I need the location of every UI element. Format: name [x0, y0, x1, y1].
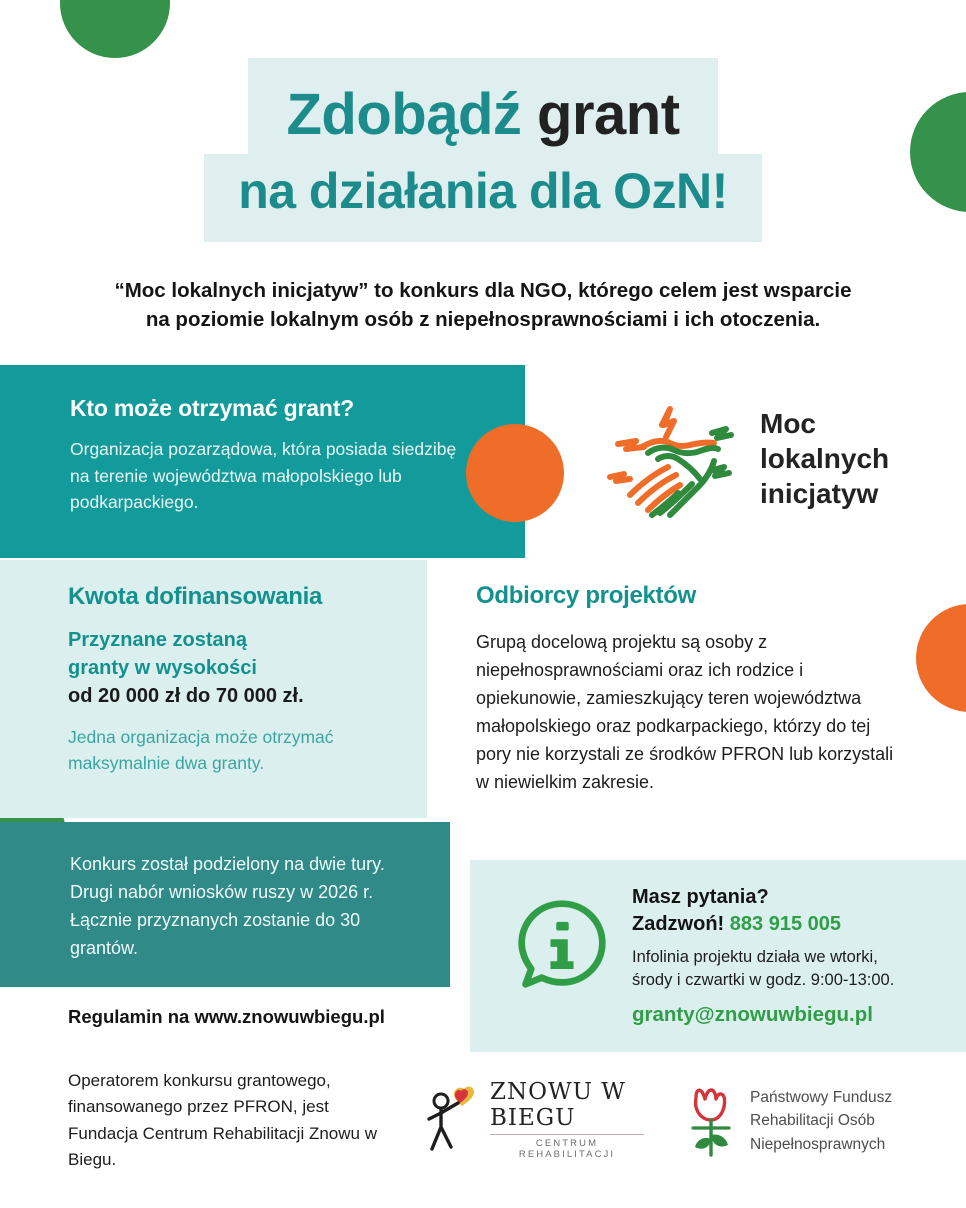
amount-lead-line-1: Przyznane zostaną: [68, 629, 247, 651]
contact-text: [632, 884, 894, 1027]
info-speech-bubble-icon: [514, 896, 610, 992]
znowu-w-biegu-title: ZNOWU W BIEGU: [490, 1078, 626, 1131]
tulip-icon: [684, 1083, 738, 1159]
decorative-circle-orange-middle: [466, 424, 564, 522]
program-logo-line-2: lokalnych: [760, 443, 890, 475]
pfron-line-2: Rehabilitacji Osób: [750, 1112, 875, 1130]
contact-hours-line-1: Infolinia projektu działa we wtorki,: [632, 948, 878, 966]
who-can-receive-body: Organizacja pozarządowa, która posiada siedzibę na terenie województwa małopolskiego lub podkarpackiego.: [70, 439, 457, 513]
znowu-w-biegu-subtitle: CENTRUM REHABILITACJI: [518, 1137, 616, 1160]
contact-hours-line-2: środy i czwartki w godz. 9:00-13:00.: [632, 971, 895, 990]
amount-lead: [68, 627, 413, 682]
title-word-zdobadz: Zdobądź: [286, 82, 522, 147]
recipients-panel: [476, 582, 906, 796]
pfron-line-3: Niepełnosprawnych: [750, 1135, 886, 1153]
contact-panel: [470, 860, 966, 1052]
title-word-grant: grant: [537, 82, 680, 147]
amount-panel: [68, 583, 413, 776]
recipients-heading: Odbiorcy projektów: [476, 582, 696, 609]
program-logo: [600, 392, 930, 527]
title-line-1: [248, 58, 717, 158]
pfron-logo: [684, 1078, 924, 1164]
footer-operator-text: Operatorem konkursu grantowego, finansowanego przez PFRON, jest Fundacja Centrum Rehabilitacji Znowu w Biegu.: [68, 1071, 377, 1170]
title-line-2: na działania dla OzN!: [204, 154, 762, 242]
contact-call-label: Zadzwoń!: [632, 913, 725, 935]
contact-phone[interactable]: 883 915 005: [729, 913, 842, 935]
contact-email[interactable]: granty@znowuwbiegu.pl: [632, 1002, 873, 1026]
rounds-panel: [0, 822, 450, 987]
rounds-body: Konkurs został podzielony na dwie tury. Drugi nabór wniosków ruszy w 2026 r. Łącznie przyznanych zostanie do 30 grantów.: [70, 854, 385, 959]
znowu-w-biegu-logo: [424, 1076, 644, 1162]
regulations-link[interactable]: Regulamin na www.znowuwbiegu.pl: [68, 1006, 385, 1027]
program-logo-wordmark: [760, 407, 889, 511]
amount-range: od 20 000 zł do 70 000 zł.: [68, 685, 304, 708]
subtitle-line-1: “Moc lokalnych inicjatyw” to konkurs dla NGO, którego celem jest wsparcie: [114, 279, 852, 302]
decorative-circle-orange-right: [916, 604, 966, 712]
amount-note: Jedna organizacja może otrzymać maksymalnie dwa granty.: [68, 727, 334, 773]
znowu-w-biegu-wordmark: [490, 1079, 644, 1160]
amount-heading: Kwota dofinansowania: [68, 583, 323, 610]
pfron-wordmark: [750, 1086, 892, 1156]
who-can-receive-panel: [0, 365, 525, 558]
program-logo-line-3: inicjatyw: [760, 477, 879, 509]
recipients-body: Grupą docelową projektu są osoby z niepełnosprawnościami oraz ich rodzice i opiekunowie, zamieszkujący teren województwa małopolskiego oraz podkarpackiego, którzy do tej pory nie korzystali ze środków PFRON lub korzystali w niewielkim zakresie.: [476, 632, 894, 793]
contact-question: Masz pytania?: [632, 886, 769, 908]
amount-lead-line-2: granty w wysokości: [68, 656, 257, 679]
who-can-receive-heading: Kto może otrzymać grant?: [70, 395, 355, 421]
znowu-w-biegu-divider: [490, 1134, 644, 1135]
pfron-line-1: Państwowy Fundusz: [750, 1089, 893, 1107]
contact-hours: [632, 946, 894, 993]
running-figure-heart-icon: [424, 1083, 480, 1155]
page-title: [0, 58, 966, 242]
program-logo-line-1: Moc: [760, 408, 816, 440]
decorative-circle-green-top: [60, 0, 170, 58]
contact-call-row: [632, 911, 894, 938]
handshake-icon: [600, 397, 740, 522]
subtitle-line-2: na poziomie lokalnym osób z niepełnosprawnościami i ich otoczenia.: [145, 308, 821, 332]
subtitle: [33, 276, 933, 334]
